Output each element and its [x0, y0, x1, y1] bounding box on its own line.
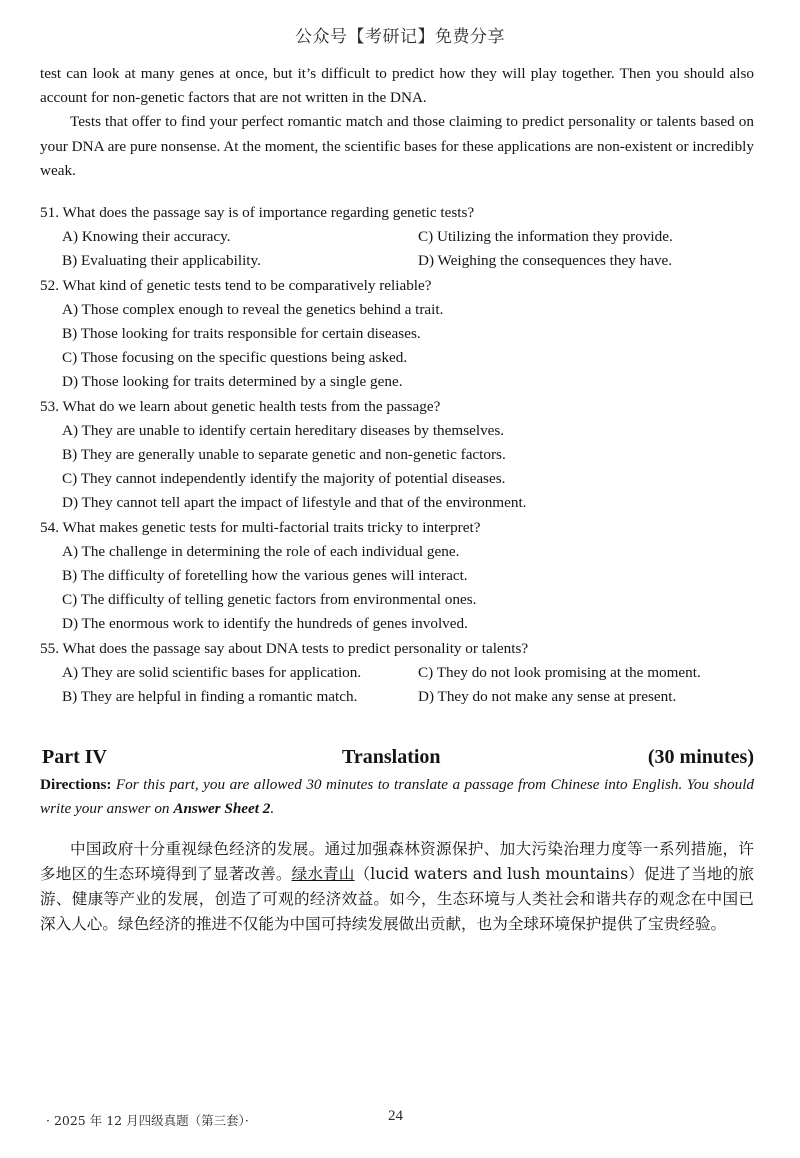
directions-answer-sheet: Answer Sheet 2: [173, 800, 271, 818]
option: B) They are generally unable to separate genetic and non-genetic factors.: [62, 446, 506, 464]
option: A) They are solid scientific bases for application.: [62, 663, 362, 681]
question-stem: 54. What makes genetic tests for multi-factorial traits tricky to interpret?: [40, 518, 481, 536]
translation-text: 中国政府十分重视绿色经济的发展。通过加强森林资源保护、加大污染治理力度等一系列措施，许多地区的生态环境得到了显著改善。: [40, 840, 754, 884]
page-content: [40, 62, 754, 937]
option: B) Those looking for traits responsible for certain diseases.: [62, 325, 421, 343]
question-stem: 53. What do we learn about genetic health tests from the passage?: [40, 397, 441, 415]
question-stem: 51. What does the passage say is of importance regarding genetic tests?: [40, 204, 475, 222]
passage-paragraph: Tests that offer to find your perfect romantic match and those claiming to predict personality or talents based on your DNA are pure nonsense. At the moment, the scientific bases for these applications are non-existent or incredibly weak.: [40, 113, 754, 179]
option: D) Weighing the consequences they have.: [418, 252, 673, 270]
option: C) They cannot independently identify the majority of potential diseases.: [62, 470, 506, 488]
option: B) Evaluating their applicability.: [62, 252, 261, 270]
option: D) They cannot tell apart the impact of lifestyle and that of the environment.: [62, 494, 527, 512]
option: C) The difficulty of telling genetic factors from environmental ones.: [62, 591, 477, 609]
part-label: Part IV: [42, 746, 107, 769]
question-stem: 52. What kind of genetic tests tend to be comparatively reliable?: [40, 276, 432, 294]
option-grid: [62, 225, 754, 273]
question-list: [40, 201, 754, 709]
directions: [40, 773, 754, 821]
translation-underlined-term: 绿水青山: [291, 865, 355, 884]
footer-exam-label: · 2025 年 12 月四级真题（第三套）·: [46, 1113, 249, 1128]
option: A) Knowing their accuracy.: [62, 228, 231, 246]
directions-end: .: [270, 800, 275, 818]
option: D) They do not make any sense at present.: [418, 688, 677, 706]
translation-text: （lucid waters and lush mountains）促进了当地的旅游、健康等产业的发展，创造了可观的经济效益。如今，生态环境与人类社会和谐共存的观念在中国已深入人心。绿色经济的推进不仅能为中国可持续发展做出贡献，也为全球环境保护提供了宝贵经验。: [40, 865, 754, 934]
part-time: (30 minutes): [647, 746, 754, 769]
directions-text: For this part, you are allowed 30 minutes to translate a passage from Chinese into English. You should write your answer on: [40, 776, 755, 818]
option: C) They do not look promising at the moment.: [418, 663, 701, 681]
question-stem: 55. What does the passage say about DNA tests to predict personality or talents?: [40, 639, 529, 657]
option: D) Those looking for traits determined by a single gene.: [62, 373, 403, 391]
part-heading: [40, 745, 754, 771]
option: D) The enormous work to identify the hundreds of genes involved.: [62, 615, 468, 633]
page-header-watermark: 公众号【考研记】免费分享: [295, 27, 505, 47]
translation-passage: [40, 837, 754, 937]
page-number: 24: [388, 1108, 403, 1124]
option: A) The challenge in determining the role of each individual gene.: [62, 542, 460, 560]
option: A) Those complex enough to reveal the genetics behind a trait.: [62, 300, 444, 318]
option: B) They are helpful in finding a romantic match.: [62, 688, 358, 706]
option: C) Those focusing on the specific questions being asked.: [62, 349, 408, 367]
option: C) Utilizing the information they provide.: [418, 228, 673, 246]
directions-label: Directions:: [40, 776, 112, 794]
option: A) They are unable to identify certain hereditary diseases by themselves.: [62, 421, 505, 439]
option: B) The difficulty of foretelling how the various genes will interact.: [62, 567, 468, 585]
option-grid: [62, 661, 754, 709]
passage-paragraph: test can look at many genes at once, but it’s difficult to predict how they will play together. Then you should also account for non-genetic factors that are not written in the DNA.: [40, 65, 754, 107]
part-title: Translation: [342, 746, 441, 769]
